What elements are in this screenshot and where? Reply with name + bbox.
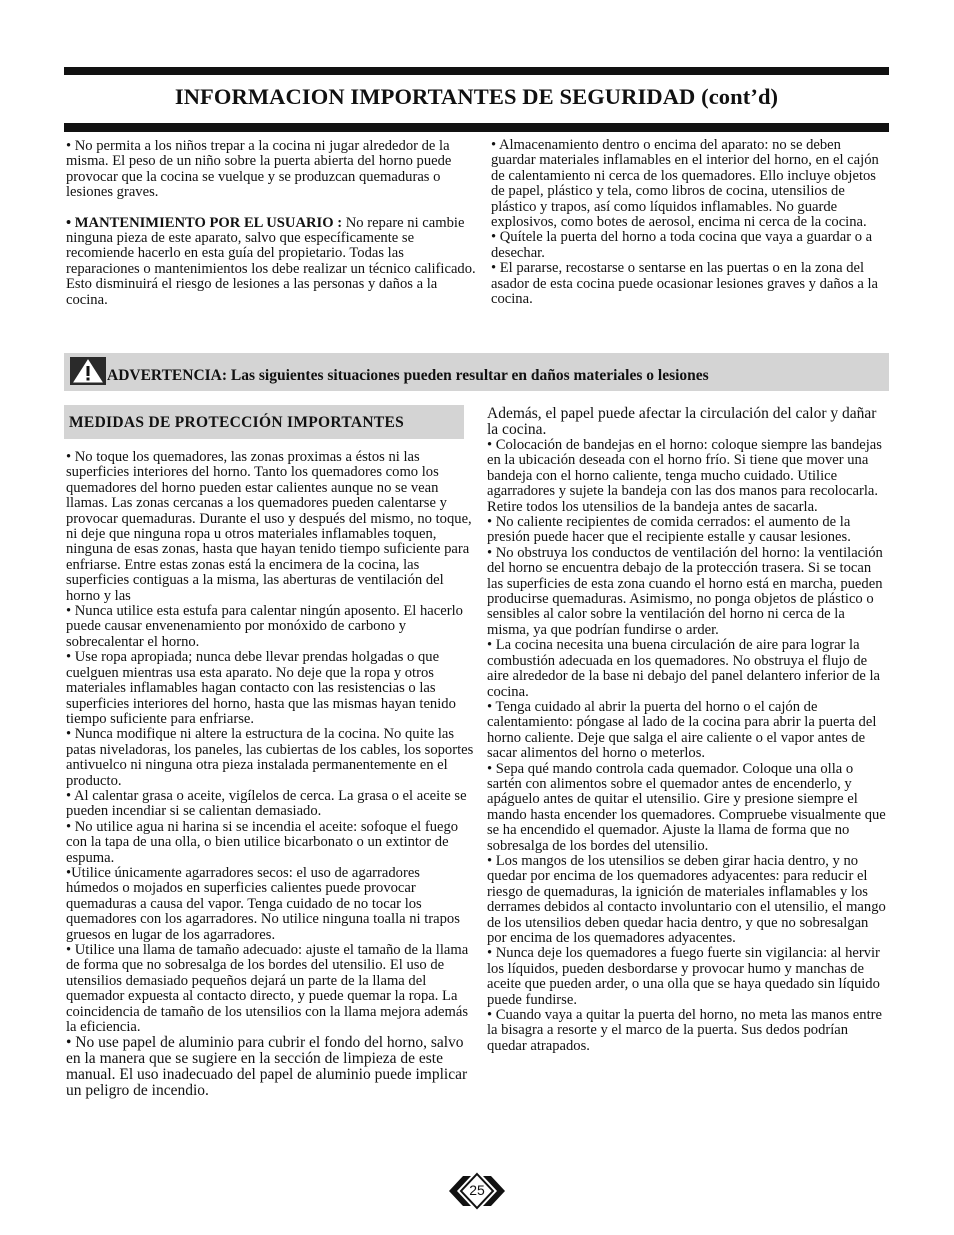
list-item: • No obstruya los conductos de ventilación del horno: la ventilación del horno se encuentra debajo de la protección trasera. Si se tocan las superficies de esta zona cuando el horno está en marcha, pueden producirse quemaduras. Asimismo, no ponga objetos de plástico o sensibles al calor sobre la ventilación del horno ni cerca de la misma, ya que podrían fundirse o arder. xyxy=(487,544,883,638)
bottom-right-column xyxy=(487,406,889,1054)
list-item: • Use ropa apropiada; nunca debe llevar prendas holgadas o que cuelguen mientras usa esta aparato. No deje que la ropa y otros materiales inflamables hagan contacto con las resistencias o las superficies interiores del horno, hasta que las mismas hayan tenido tiempo suficiente para enfriarse. xyxy=(66,649,456,727)
user-maintenance-text: No repare ni cambie ninguna pieza de este aparato, salvo que específicamente se recomiende hacerlo en esta guía del propietario. Todas las reparaciones o mantenimientos los debe realizar un técnico calificado. Esto disminuirá el riesgo de lesiones a las personas y daños a la cocina. xyxy=(66,214,476,308)
header-bottom-rule xyxy=(64,123,889,132)
list-item: • Sepa qué mando controla cada quemador. Coloque una olla o sartén con alimentos sobre el quemador antes de encenderlo, y apáguelo antes de quitar el utensilio. Gire y presione siempre el mando hasta encender los quemadores. Compruebe visualmente que se ha encendido el quemador. Ajuste la llama de forma que no sobresalga de los bordes del utensilio. xyxy=(487,760,886,854)
list-item: Además, el papel puede afectar la circulación del calor y dañar la cocina. xyxy=(487,405,877,438)
list-item: • No utilice agua ni harina si se incendia el aceite: sofoque el fuego con la tapa de una olla, o bien utilice bicarbonato o un extintor de espuma. xyxy=(66,818,459,866)
warning-text: ADVERTENCIA: Las siguientes situaciones pueden resultar en daños materiales o lesiones xyxy=(107,367,709,384)
list-item: • No toque los quemadores, las zonas proximas a éstos ni las superficies interiores del horno. Tanto los quemadores como los quemadores del horno pueden estar calientes aunque no se vean llamas. Las zonas cercanas a los quemadores pueden calentarse y provocar quemaduras. Durante el uso y después del mismo, no toque, ni deje que ninguna ropa u otros materiales inflamables toquen, ninguna de esas zonas, hasta que hayan tenido tiempo suficiente para enfriarse. Entre estas zonas está la encimera de la cocina, las superficies contiguas a la misma, las aberturas de ventilación del horno y las xyxy=(66,449,472,604)
child-safety-paragraph: • No permita a los niños trepar a la cocina ni jugar alrededor de la misma. El peso de un niño sobre la puerta abierta del horno puede provocar que la cocina se vuelque y se produzcan quemaduras o lesiones graves. xyxy=(66,138,452,201)
user-maintenance-paragraph xyxy=(66,216,476,308)
list-item: • No caliente recipientes de comida cerrados: el aumento de la presión puede hacer que el recipiente estalle y causar lesiones. xyxy=(487,514,851,546)
section-heading: MEDIDAS DE PROTECCIÓN IMPORTANTES xyxy=(69,414,405,431)
top-left-column xyxy=(66,139,476,308)
list-item: • Colocación de bandejas en el horno: coloque siempre las bandejas en la ubicación deseada con el horno frío. Si tiene que mover una bandeja con el horno caliente, tenga mucho cuidado. Utilice agarradores y sujete la bandeja con las dos manos para recolocarla. Retire todos los utensilios de la bandeja antes de sacarla. xyxy=(487,437,882,515)
list-item: • Los mangos de los utensilios se deben girar hacia dentro, y no quedar por encima de los quemadores adyacentes: para reducir el riesgo de quemaduras, la ignición de materiales inflamables y los derrames debidos al contacto involuntario con el utensilio, el mango de los utensilios deben quedar hacia dentro, y que no sobresalgan por encima de los quemadores adyacentes. xyxy=(487,852,886,946)
list-item: • Nunca modifique ni altere la estructura de la cocina. No quite las patas niveladoras, los paneles, las cubiertas de los cables, los soportes antivuelco ni ninguna otra pieza instalada permanentemente en el producto. xyxy=(66,726,474,789)
list-item: • No use papel de aluminio para cubrir el fondo del horno, salvo en la manera que se sugiere en la sección de limpieza de este manual. El uso inadecuado del papel de aluminio puede implicar un peligro de incendio. xyxy=(66,1034,468,1100)
page-title: INFORMACION IMPORTANTES DE SEGURIDAD (cont’d) xyxy=(174,84,779,109)
warning-triangle-icon xyxy=(70,357,106,385)
list-item: • Al calentar grasa o aceite, vigílelos de cerca. La grasa o el aceite se pueden incendiar si se calientan demasiado. xyxy=(66,787,467,820)
warning-banner xyxy=(64,353,889,391)
user-maintenance-heading: • MANTENIMIENTO POR EL USUARIO : xyxy=(66,214,343,231)
list-item: • La cocina necesita una buena circulación de aire para lograr la combustión adecuada en los quemadores. No obstruya el flujo de aire alrededor de la base ni debajo del panel delantero inferior de la cocina. xyxy=(487,637,881,700)
page-number: 25 xyxy=(469,1182,485,1198)
header-top-rule xyxy=(64,67,889,75)
list-item: • Nunca utilice esta estufa para calentar ningún aposento. El hacerlo puede causar envenenamiento por monóxido de carbono y sobrecalentar el horno. xyxy=(66,603,463,650)
list-item: • Nunca deje los quemadores a fuego fuerte sin vigilancia: al hervir los líquidos, pueden desbordarse y provocar humo y manchas de aceite que pueden arder, o una olla que se haya quedado sin líquido puede fundirse. xyxy=(487,945,880,1008)
top-right-column xyxy=(491,138,888,307)
section-heading-box xyxy=(64,405,464,439)
list-item: • Almacenamiento dentro o encima del aparato: no se deben guardar materiales inflamables en el interior del horno, en el cajón de calentamiento ni cerca de los quemadores. Ello incluye objetos de papel, plástico y tela, como libros de cocina, utensilios de plástico y trapos, así como líquidos inflamables. No guarde explosivos, como botes de aerosol, encima ni cerca de la cocina. xyxy=(491,137,879,231)
list-item: • Utilice una llama de tamaño adecuado: ajuste el tamaño de la llama de forma que no sobresalga de los bordes del utensilio. El uso de utensilios demasiado pequeños dejará un parte de la llama del quemador expuesta al contacto directo, y puede quemar la ropa. La coincidencia de tamaño de los utensilios con la llama mejora además la eficiencia. xyxy=(66,942,469,1036)
bottom-left-column xyxy=(66,450,476,1099)
list-item: •Utilice únicamente agarradores secos: el uso de agarradores húmedos o mojados en superficies calientes puede provocar quemaduras a causa del vapor. Tenga cuidado de no tocar los quemadores con los agarradores. No utilice ninguna toalla ni trapos gruesos en lugar de los agarradores. xyxy=(66,864,460,943)
list-item: • Tenga cuidado al abrir la puerta del horno o el cajón de calentamiento: póngase al lado de la cocina para abrir la puerta del horno caliente. Deje que salga el aire caliente o el vapor antes de sacar alimentos del horno o meterlos. xyxy=(487,698,877,762)
list-item: • Quítele la puerta del horno a toda cocina que vaya a guardar o a desechar. xyxy=(491,229,873,261)
list-item: • El pararse, recostarse o sentarse en las puertas o en la zona del asador de esta cocina puede ocasionar lesiones graves y daños a la cocina. xyxy=(491,260,878,308)
page-number-badge xyxy=(449,1170,505,1212)
list-item: • Cuando vaya a quitar la puerta del horno, no meta las manos entre la bisagra a resorte y el marco de la puerta. Sus dedos podrían quedar atrapados. xyxy=(487,1007,882,1054)
